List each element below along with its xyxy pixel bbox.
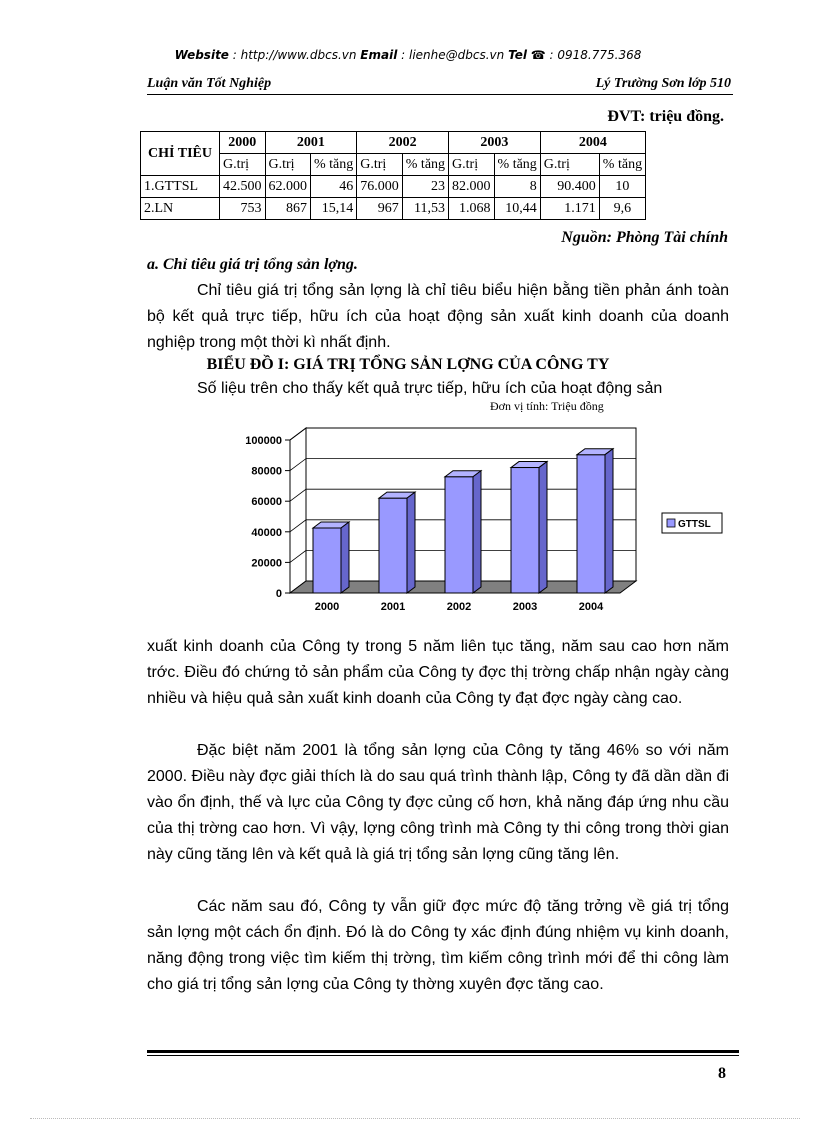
- header-rule: [147, 94, 733, 95]
- paragraph-4: [147, 894, 729, 998]
- y-axis: [245, 435, 290, 600]
- page-bottom-border: [30, 1118, 800, 1119]
- cell-value: 753: [220, 198, 266, 220]
- sub-header-pct: % tăng: [311, 154, 357, 176]
- chart-unit: Đơn vị tính: Triệu đồng: [490, 399, 604, 413]
- x-tick-label: 2000: [314, 601, 340, 613]
- year-header-2002: 2002: [357, 132, 449, 154]
- email-label: Email: [360, 48, 398, 62]
- sub-header-gtri: G.trị: [449, 154, 495, 176]
- bar-front: [511, 468, 539, 593]
- sub-header-gtri: G.trị: [220, 154, 266, 176]
- intro-line-text: Số liệu trên cho thấy kết quả trực tiếp, hữu ích của hoạt động sản: [197, 380, 663, 397]
- paragraph-3-text: Đặc biệt năm 2001 là tổng sản lợng của Công ty tăng 46% so với năm 2000. Điều này đợc giải thích là do sau quá trình thành lập, Công ty đã dần dần đi vào ổn định, thế và lực của Công ty đợc củng cố hơn, khả năng đáp ứng nhu cầu của thị trờng cao hơn. Vì vậy, lợng công trình mà Công ty thi công trong thời gian này cũng tăng lên và kết quả là giá trị tổng sản lợng cũng tăng lên.: [147, 742, 729, 863]
- bar-chart: [220, 418, 740, 618]
- cell-value: 42.500: [220, 176, 266, 198]
- sub-header-gtri: G.trị: [540, 154, 599, 176]
- website-value: : http://www.dbcs.vn: [228, 48, 361, 62]
- paragraph-2-text: xuất kinh doanh của Công ty trong 5 năm liên tục tăng, năm sau cao hơn năm trớc. Điều đó chứng tỏ sản phẩm của Công ty đợc thị trờng chấp nhận ngày càng nhiều và hiệu quả sản xuất kinh doanh của Công ty đạt đợc ngày càng cao.: [147, 638, 729, 707]
- chart-heading: BIỂU ĐỒ I: GIÁ TRỊ TỔNG SẢN LỢNG CỦA CÔNG TY: [206, 356, 610, 373]
- year-header-2003: 2003: [449, 132, 541, 154]
- page-number: 8: [718, 1065, 726, 1082]
- paragraph-1-text: Chỉ tiêu giá trị tổng sản lợng là chỉ tiêu biểu hiện bằng tiền phản ánh toàn bộ kết quả trực tiếp, hữu ích của hoạt động sản xuất kinh doanh của doanh nghiệp trong một thời kì nhất định.: [147, 282, 729, 351]
- year-header-2000: 2000: [220, 132, 266, 154]
- cell-value: 62.000: [265, 176, 311, 198]
- website-label: Website: [174, 48, 229, 62]
- sub-header-gtri: G.trị: [357, 154, 403, 176]
- bar-side: [539, 462, 547, 593]
- bar-2004: [577, 449, 613, 593]
- bar-front: [577, 455, 605, 593]
- x-axis: [315, 601, 604, 613]
- bar-side: [605, 449, 613, 593]
- x-tick-label: 2004: [578, 601, 604, 613]
- cell-value: 1.171: [540, 198, 599, 220]
- sub-header-pct: % tăng: [494, 154, 540, 176]
- intro-line: [147, 380, 729, 398]
- cell-value: 76.000: [357, 176, 403, 198]
- cell-value: 867: [265, 198, 311, 220]
- website-header: [0, 48, 816, 62]
- cell-value: 1.068: [449, 198, 495, 220]
- table-row: [141, 198, 646, 220]
- chart-side-wall: [290, 428, 306, 593]
- x-tick-label: 2001: [380, 601, 406, 613]
- chart-legend: [662, 513, 722, 533]
- y-tick-label: 100000: [245, 435, 282, 447]
- footer-rule: [147, 1050, 739, 1053]
- header-right-title: Lý Trường Sơn lớp 510: [595, 76, 731, 91]
- x-tick-label: 2002: [446, 601, 472, 613]
- y-tick-label: 20000: [251, 557, 282, 570]
- year-header-2004: 2004: [540, 132, 645, 154]
- bar-front: [445, 477, 473, 593]
- cell-pct: 9,6: [599, 198, 645, 220]
- row-label: 1.GTTSL: [141, 176, 220, 198]
- bar-2001: [379, 492, 415, 593]
- bar-side: [407, 492, 415, 593]
- row-label: 2.LN: [141, 198, 220, 220]
- y-tick-label: 80000: [251, 465, 282, 478]
- cell-pct: 46: [311, 176, 357, 198]
- bar-2000: [313, 522, 349, 593]
- sub-header-pct: % tăng: [402, 154, 448, 176]
- legend-swatch: [667, 519, 675, 527]
- tel-label: Tel: [508, 48, 527, 62]
- legend-label: GTTSL: [678, 519, 711, 530]
- paragraph-4-text: Các năm sau đó, Công ty vẫn giữ đợc mức độ tăng trởng về giá trị tổng sản lợng một cách ổn định. Đó là do Công ty xác định đúng nhiệm vụ kinh doanh, năng động trong việc tìm kiếm thị trờng, tìm kiếm công trình mới để thi công làm cho giá trị tổng sản lợng của Công ty thờng xuyên đợc tăng cao.: [147, 898, 729, 993]
- source-note: Nguồn: Phòng Tài chính: [561, 229, 728, 246]
- year-header-2001: 2001: [265, 132, 357, 154]
- table-corner: CHỈ TIÊU: [141, 132, 220, 176]
- y-tick-label: 60000: [251, 496, 282, 509]
- data-table: [140, 131, 646, 220]
- bar-front: [313, 528, 341, 593]
- cell-pct: 11,53: [402, 198, 448, 220]
- cell-pct: 10,44: [494, 198, 540, 220]
- cell-value: 967: [357, 198, 403, 220]
- bar-side: [341, 522, 349, 593]
- bar-front: [379, 498, 407, 593]
- bar-side: [473, 471, 481, 593]
- y-tick-label: 40000: [251, 526, 282, 539]
- bar-2003: [511, 462, 547, 593]
- sub-header-gtri: G.trị: [265, 154, 311, 176]
- cell-pct: 8: [494, 176, 540, 198]
- footer-rule-thin: [147, 1055, 739, 1056]
- paragraph-2: [147, 634, 729, 712]
- y-tick-label: 0: [275, 588, 282, 600]
- table-row: [141, 176, 646, 198]
- x-tick-label: 2003: [512, 601, 538, 613]
- paragraph-1: [147, 278, 729, 356]
- cell-pct: 15,14: [311, 198, 357, 220]
- cell-value: 82.000: [449, 176, 495, 198]
- sub-header-pct: % tăng: [599, 154, 645, 176]
- cell-value: 90.400: [540, 176, 599, 198]
- bar-2002: [445, 471, 481, 593]
- cell-pct: 10: [599, 176, 645, 198]
- email-value: : lienhe@dbcs.vn: [397, 48, 509, 62]
- tel-value: ☎ : 0918.775.368: [526, 48, 642, 62]
- unit-note: ĐVT: triệu đồng.: [607, 108, 724, 125]
- header-left-title: Luận văn Tốt Nghiệp: [147, 76, 272, 91]
- paragraph-3: [147, 738, 729, 868]
- cell-pct: 23: [402, 176, 448, 198]
- section-heading: a. Chỉ tiêu giá trị tổng sản lợng.: [147, 256, 358, 273]
